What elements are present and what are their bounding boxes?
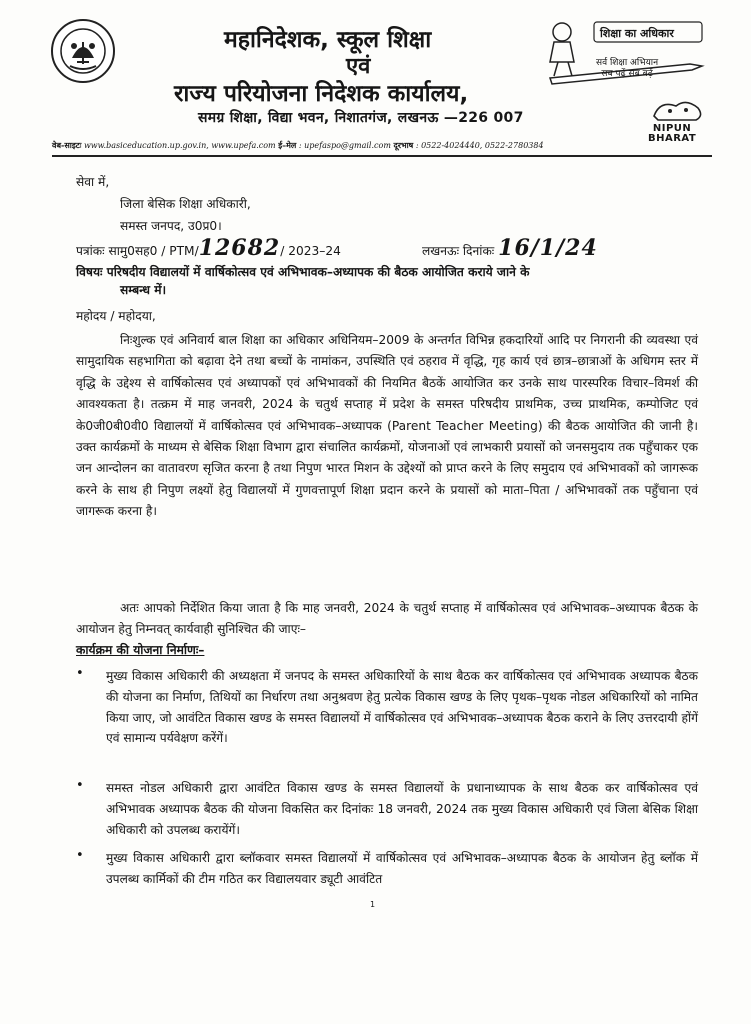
recipient-line2: समस्त जनपद, उ0प्र0।: [120, 219, 222, 233]
date-line: [422, 235, 598, 261]
office-title-line2: एवं: [346, 54, 371, 79]
contact-line: वेब-साइटः www.basiceducation.up.gov.in, www.upefa.com ई–मेल : upefaspo@gmail.com दूरभाष : 0522-4024440, 0522-2780384: [52, 141, 544, 150]
ssa-line1: सर्व शिक्षा अभियान: [596, 58, 659, 68]
office-title-line1: महानिदेशक, स्कूल शिक्षा: [224, 27, 432, 53]
bullet-text-3: मुख्य विकास अधिकारी द्वारा ब्लॉकवार समस्त विद्यालयों में वार्षिकोत्सव एवं अभिभावक–अध्यापक बैठक के आयोजन हेतु ब्लॉक में उपलब्ध कार्मिकों की टीम गठित कर विद्यालयवार ड्यूटी आवंटित: [106, 851, 698, 886]
bullet-icon: •: [76, 778, 84, 793]
subject-line1: [76, 264, 529, 280]
section-heading: कार्यक्रम की योजना निर्माणः–: [76, 643, 205, 657]
greeting: महोदय / महोदया,: [76, 309, 156, 323]
rte-label: शिक्षा का अधिकार: [600, 27, 674, 40]
ssa-tagline: [596, 58, 658, 80]
email-label: ई–मेल: [278, 141, 297, 150]
email-address: upefaspo@gmail.com: [304, 141, 391, 150]
nipun-bharat-wordmark: [648, 124, 696, 144]
subject-label: विषयः: [76, 265, 103, 279]
page-number: 1: [370, 900, 376, 909]
website-label: वेब-साइटः: [52, 141, 82, 150]
phone-label: दूरभाष: [393, 141, 414, 150]
office-title-line3: राज्य परियोजना निदेशक कार्यालय,: [174, 81, 469, 107]
header-divider: [52, 155, 712, 157]
nipun-line2: BHARAT: [648, 133, 697, 144]
bullet-icon: •: [76, 848, 84, 863]
subject-text-line1: परिषदीय विद्यालयों में वार्षिकोत्सव एवं अभिभावक–अध्यापक की बैठक आयोजित कराये जाने के: [106, 265, 530, 279]
date-value: 16/1/24: [498, 235, 598, 261]
ssa-line2: सब पढ़ें सब बढ़ें: [601, 69, 653, 79]
nipun-line1: NIPUN: [652, 123, 692, 134]
reference-suffix: / 2023–24: [280, 244, 341, 258]
reference-line: [76, 235, 341, 261]
body-paragraph-2: [76, 598, 698, 641]
office-address: समग्र शिक्षा, विद्या भवन, निशातगंज, लखनऊ —226 007: [198, 110, 524, 126]
website-links: www.basiceducation.up.gov.in, www.upefa.com: [83, 141, 276, 150]
body-paragraph-1: [76, 330, 698, 523]
para1-text: निःशुल्क एवं अनिवार्य बाल शिक्षा का अधिकार अधिनियम–2009 के अन्तर्गत विभिन्न हकदारियों आदि पर निगरानी की व्यवस्था एवं सामुदायिक सहभागिता को बढ़ावा देने तथा बच्चों के नामांकन, उपस्थिति एवं ठहराव में वृद्धि, गृह कार्य एवं छात्र–छात्राओं के अधिगम स्तर में वृद्धि के उद्देश्य से वार्षिकोत्सव एवं अध्यापकों एवं अभिभावकों की नियमित बैठकें आयोजित कर उनके साथ पारस्परिक विचार–विमर्श की आवश्यकता है। तत्क्रम में माह जनवरी, 2024 के चतुर्थ सप्ताह में प्रदेश के समस्त परिषदीय प्राथमिक, उच्च प्राथमिक, कम्पोजिट एवं के0जी0बी0वी0 विद्यालयों में वार्षिकोत्सव एवं अभिभावक–अध्यापक (Parent Teacher Meeting) की बैठक आयोजित की जानी है। उक्त कार्यक्रमों के माध्यम से बेसिक शिक्षा विभाग द्वारा संचालित कार्यक्रमों, योजनाओं एवं लाभकारी प्रयासों को जनसमुदाय तक पहुँचाकर एक जन आन्दोलन का वातावरण सृजित करना है तथा निपुण भारत मिशन के उद्देश्यों को प्राप्त करने के लिए समुदाय एवं अभिभावकों को जागरूक करने के साथ ही निपुण लक्ष्यों हेतु विद्यालयों में गुणवत्तापूर्ण शिक्षा प्रदान करने के प्रयासों को माता–पिता / अभिभावकों तक पहुँचाना एवं जागरूक करना है।: [76, 333, 698, 519]
subject-text-line2: सम्बन्ध में।: [120, 283, 167, 297]
recipient-line1: जिला बेसिक शिक्षा अधिकारी,: [120, 197, 251, 211]
bullet-text-2: समस्त नोडल अधिकारी द्वारा आवंटित विकास खण्ड के समस्त विद्यालयों के प्रधानाध्यापक के साथ बैठक कर वार्षिकोत्सव एवं अभिभावक अध्यापक बैठक की योजना विकसित कर दिनांकः 18 जनवरी, 2024 तक मुख्य विकास अधिकारी एवं जिला बेसिक शिक्षा अधिकारी को उपलब्ध करायेंगें।: [106, 781, 698, 837]
up-government-seal-icon: [50, 18, 116, 84]
phone-numbers: 0522-4024440, 0522-2780384: [421, 141, 544, 150]
salutation-to: सेवा में,: [76, 175, 110, 189]
bullet-icon: •: [76, 666, 84, 681]
date-label: लखनऊः दिनांकः: [422, 244, 495, 258]
bullet-text-1: मुख्य विकास अधिकारी की अध्यक्षता में जनपद के समस्त अधिकारियों के साथ बैठक कर वार्षिकोत्सव एवं अभिभावक अध्यापक बैठक की योजना का निर्माण, तिथियों का निर्धारण तथा अनुश्रवण हेतु प्रत्येक विकास खण्ड के लिए पृथक–पृथक नोडल अधिकारियों को नामित किया जाए, जो आवंटित विकास खण्ड के समस्त विद्यालयों में वार्षिकोत्सव एवं अभिभावक–अध्यापक बैठक कराने के लिए उत्तरदायी होंगें एवं सामान्य पर्यवेक्षण करेंगें।: [106, 669, 698, 746]
reference-prefix: पत्रांकः सामु0सह0 / PTM/: [76, 244, 199, 258]
reference-number: 12682: [198, 235, 281, 261]
para2-text: अतः आपको निर्देशित किया जाता है कि माह जनवरी, 2024 के चतुर्थ सप्ताह में वार्षिकोत्सव एवं अभिभावक–अध्यापक बैठक के आयोजन हेतु निम्नवत् कार्यवाही सुनिश्चित की जाएः–: [76, 601, 698, 637]
